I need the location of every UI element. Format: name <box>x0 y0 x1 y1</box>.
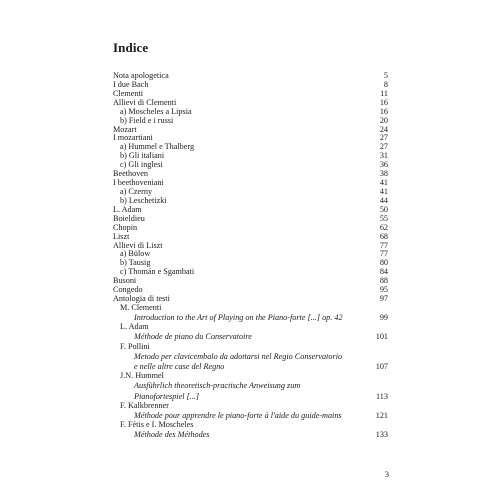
table-of-contents <box>113 72 388 441</box>
toc-entry-page: 5 <box>383 71 388 80</box>
toc-entry-page: 36 <box>379 160 388 170</box>
toc-entry <box>113 268 388 277</box>
toc-entry <box>113 197 388 206</box>
toc-entry-label: I due Bach <box>113 79 149 89</box>
toc-entry-page: 121 <box>375 410 388 420</box>
toc-entry-label: b) Tausig <box>120 258 151 268</box>
toc-entry-label: F. Fétis e I. Moscheles <box>120 420 194 430</box>
toc-entry <box>113 402 388 411</box>
toc-entry-label: Méthode de piano du Conservatoire <box>134 332 252 342</box>
toc-entry-label: Méthode pour apprendre le piano-forte à l'aide du guide-mains <box>134 410 342 420</box>
toc-entry-label: a) Hummel e Thalberg <box>120 142 195 152</box>
toc-entry-label: c) Thomán e Sgambati <box>120 267 195 277</box>
toc-entry <box>113 250 388 259</box>
toc-entry-page: 11 <box>380 88 388 98</box>
toc-entry-page: 16 <box>379 97 388 107</box>
toc-entry-page: 95 <box>379 285 388 295</box>
toc-entry <box>113 421 388 430</box>
toc-entry <box>113 372 388 381</box>
toc-entry-page: 20 <box>379 115 388 125</box>
toc-entry <box>113 72 388 81</box>
toc-entry <box>113 381 388 391</box>
toc-entry-page: 88 <box>379 276 388 286</box>
toc-entry-page: 113 <box>376 391 388 401</box>
toc-entry-label: Méthode des Méthodes <box>134 430 210 440</box>
toc-entry-label: Clementi <box>113 88 144 98</box>
toc-entry-label: I mozartiani <box>113 133 153 143</box>
toc-entry-label: Chopin <box>113 222 138 232</box>
toc-entry <box>113 323 388 332</box>
page-number: 3 <box>384 470 389 479</box>
toc-entry <box>113 332 388 342</box>
toc-entry-label: L. Adam <box>120 322 149 332</box>
toc-entry-page: 77 <box>379 249 388 259</box>
toc-entry-label: Nota apologetica <box>113 71 169 80</box>
page-title: Indice <box>113 40 149 55</box>
toc-entry-label: c) Gli inglesi <box>120 160 163 170</box>
toc-entry-label: Busoni <box>113 276 137 286</box>
toc-entry <box>113 304 388 313</box>
toc-entry-page: 27 <box>379 133 388 143</box>
toc-entry-page: 31 <box>379 151 388 161</box>
toc-entry <box>113 206 388 215</box>
toc-entry-label: Beethoven <box>113 169 149 179</box>
toc-entry-page: 84 <box>379 267 388 277</box>
toc-entry <box>113 343 388 352</box>
toc-entry-label: b) Gli italiani <box>120 151 165 161</box>
toc-entry-page: 44 <box>379 195 388 205</box>
toc-entry-page: 24 <box>379 124 388 134</box>
toc-entry-page: 99 <box>379 312 388 322</box>
toc-entry <box>113 81 388 90</box>
toc-entry-label: I beethoveniani <box>113 178 164 188</box>
toc-entry-label: b) Field e i russi <box>120 115 174 125</box>
toc-entry-page: 41 <box>379 178 388 188</box>
toc-entry-label: Congedo <box>113 285 143 295</box>
toc-entry-label: Ausführlich theoretisch-practische Anweisung zum <box>134 381 301 391</box>
toc-entry-page: 107 <box>375 361 388 371</box>
toc-entry <box>113 242 388 251</box>
toc-entry <box>113 215 388 224</box>
toc-entry <box>113 224 388 233</box>
toc-entry-label: Mozart <box>113 124 137 134</box>
toc-entry-label: Pianofortespiel [...] <box>134 391 200 401</box>
toc-entry <box>113 352 388 362</box>
toc-entry-label: b) Leschetizki <box>120 195 167 205</box>
toc-entry-page: 62 <box>379 222 388 232</box>
toc-entry-label: a) Bülow <box>120 249 151 259</box>
toc-entry <box>113 430 388 440</box>
toc-entry-page: 55 <box>379 213 388 223</box>
toc-entry-page: 77 <box>379 240 388 250</box>
toc-entry <box>113 117 388 126</box>
toc-entry-label: M. Clementi <box>120 302 162 312</box>
toc-entry-label: Boieldieu <box>113 213 145 223</box>
toc-entry-page: 97 <box>379 294 388 304</box>
toc-entry-label: a) Moscheles a Lipsia <box>120 106 192 116</box>
toc-entry-label: F. Pollini <box>120 341 150 351</box>
toc-entry-label: Allievi di Liszt <box>113 240 163 250</box>
toc-entry-page: 80 <box>379 258 388 268</box>
toc-entry-label: e nelle altre case del Regno <box>134 361 225 371</box>
toc-entry-label: Metodo per clavicembalo da adottarsi nel Regio Conservatorio <box>134 351 343 361</box>
toc-entry-label: Liszt <box>113 231 130 241</box>
toc-entry-page: 27 <box>379 142 388 152</box>
toc-entry-label: F. Kalkbrenner <box>120 401 169 410</box>
toc-entry-page: 68 <box>379 231 388 241</box>
toc-entry-page: 41 <box>379 186 388 196</box>
toc-entry-label: Antologia di testi <box>113 294 170 304</box>
toc-entry-page: 133 <box>375 430 388 440</box>
toc-entry <box>113 313 388 323</box>
toc-entry-page: 16 <box>379 106 388 116</box>
toc-entry-label: a) Czerny <box>120 186 153 196</box>
toc-entry <box>113 161 388 170</box>
toc-entry <box>113 277 388 286</box>
toc-entry-label: L. Adam <box>113 204 142 214</box>
toc-entry <box>113 126 388 135</box>
toc-entry-label: Allievi di Clementi <box>113 97 177 107</box>
toc-entry-page: 8 <box>383 79 388 89</box>
toc-entry-label: J.N. Hummel <box>120 371 164 381</box>
toc-entry-label: Introduction to the Art of Playing on the Piano-forte [...] op. 42 <box>134 312 343 322</box>
toc-entry-page: 50 <box>379 204 388 214</box>
toc-entry-page: 38 <box>379 169 388 179</box>
toc-entry-page: 101 <box>375 332 388 342</box>
toc-entry <box>113 179 388 188</box>
